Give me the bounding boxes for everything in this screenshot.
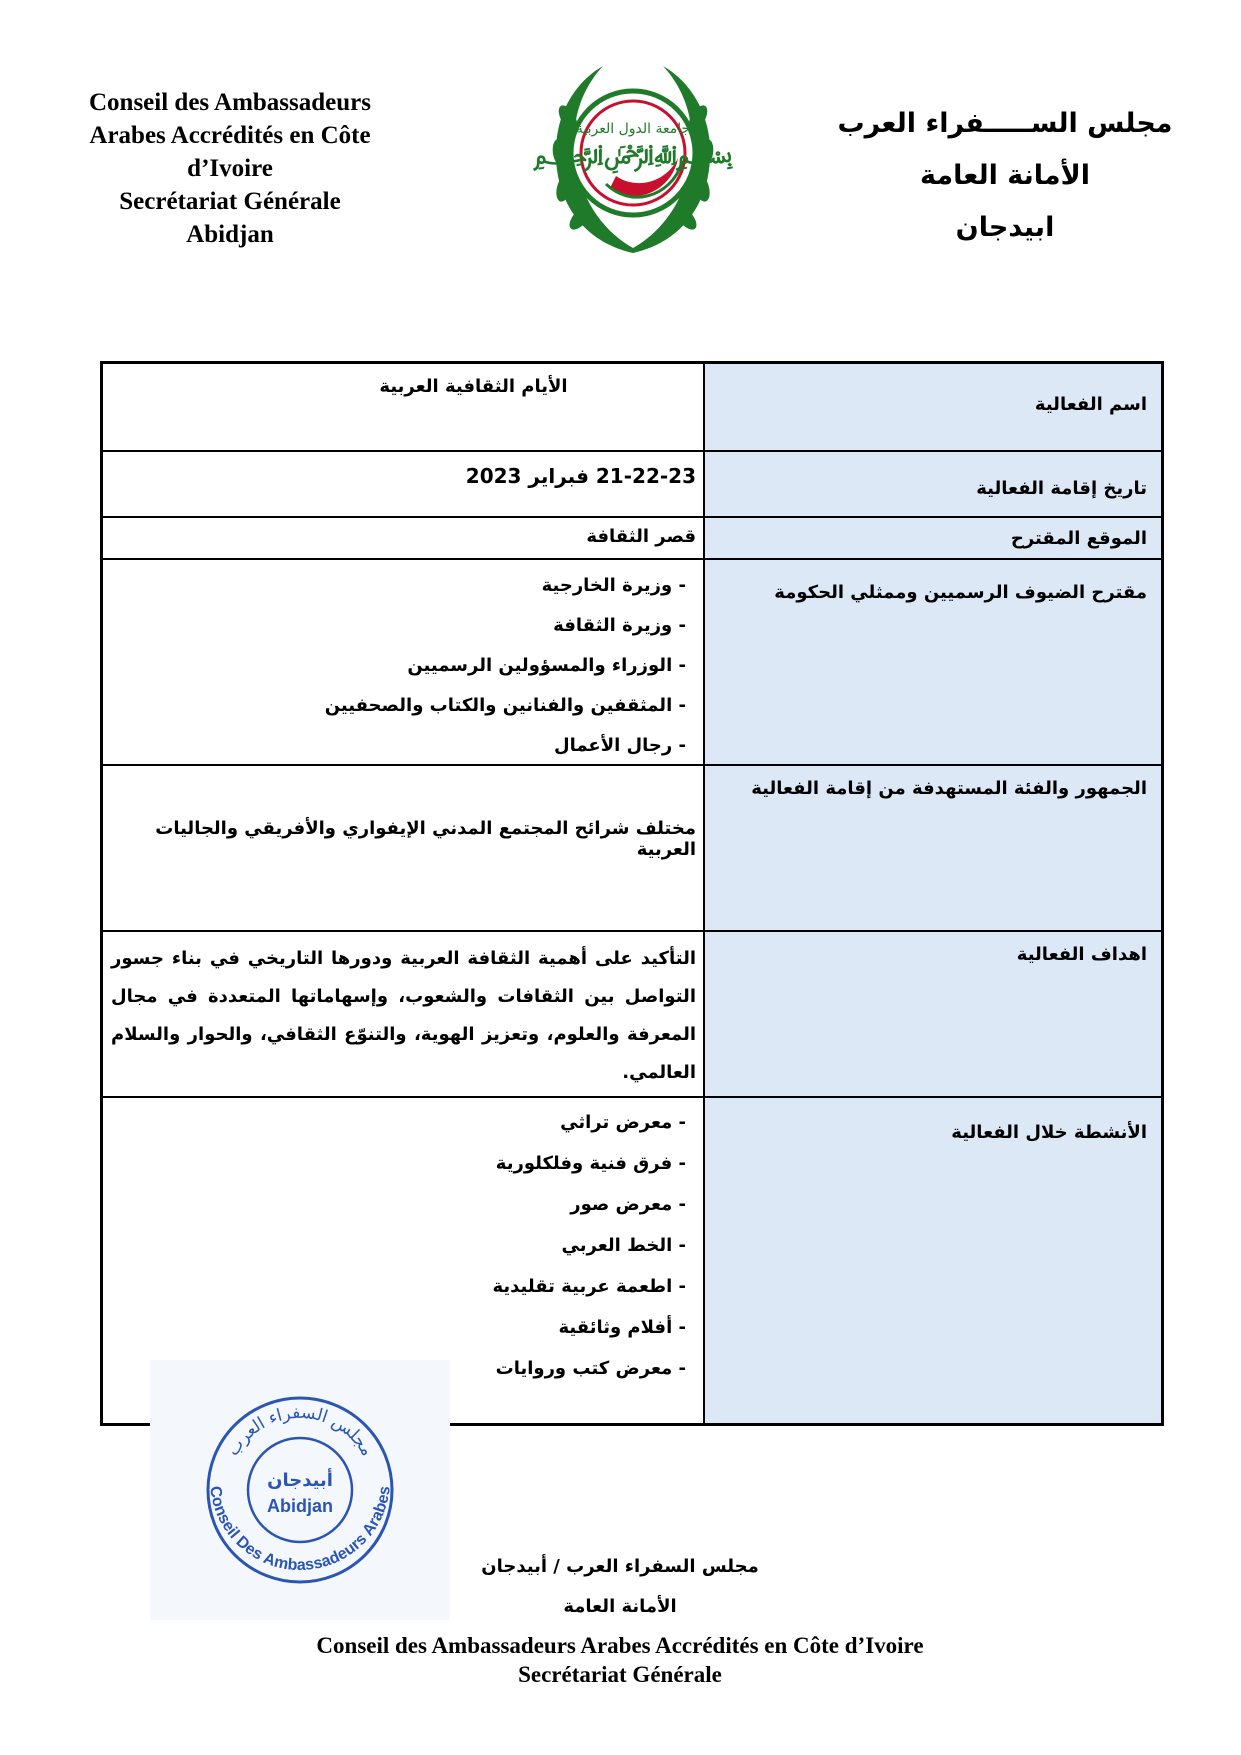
header-french bbox=[40, 86, 420, 251]
event-info-table bbox=[100, 361, 1164, 1426]
header-fr-line: d’Ivoire bbox=[187, 155, 273, 182]
row-label bbox=[703, 560, 1161, 764]
list-item: - أفلام وثائقية bbox=[111, 1307, 686, 1348]
footer-arabic-line2: الأمانة العامة bbox=[563, 1596, 677, 1617]
activities-list bbox=[111, 1102, 696, 1389]
value-location: قصر الثقافة bbox=[586, 526, 696, 547]
header-ar-line: مجلس الســـــفراء العرب bbox=[837, 108, 1173, 139]
list-item: - الخط العربي bbox=[111, 1225, 686, 1266]
stamp-center-arabic: أبيدجان bbox=[267, 1470, 333, 1491]
row-value bbox=[103, 560, 708, 764]
value-event-name: الأيام الثقافية العربية bbox=[379, 376, 568, 397]
list-item: - رجال الأعمال bbox=[111, 726, 686, 766]
logo-calligraphy: ﷽ bbox=[533, 140, 733, 170]
list-item: - المثقفين والفنانين والكتاب والصحفيين bbox=[111, 686, 686, 726]
row-value bbox=[103, 364, 708, 450]
label-official-guests: مقترح الضيوف الرسميين وممثلي الحكومة bbox=[774, 582, 1147, 603]
table-row bbox=[103, 364, 1161, 452]
row-label bbox=[703, 364, 1161, 450]
table-row bbox=[103, 766, 1161, 932]
value-target-audience: مختلف شرائح المجتمع المدني الإيفواري والأفريقي والجاليات العربية bbox=[155, 818, 696, 860]
row-label bbox=[703, 452, 1161, 516]
list-item: - فرق فنية وفلكلورية bbox=[111, 1143, 686, 1184]
label-event-date: تاريخ إقامة الفعالية bbox=[976, 478, 1147, 499]
list-item: - وزيرة الثقافة bbox=[111, 606, 686, 646]
header-arabic bbox=[830, 98, 1180, 254]
table-row bbox=[103, 560, 1161, 766]
row-value bbox=[103, 932, 708, 1096]
header-fr-line: Conseil des Ambassadeurs bbox=[89, 89, 371, 116]
row-label bbox=[703, 518, 1161, 558]
row-label bbox=[703, 766, 1161, 930]
label-activities: الأنشطة خلال الفعالية bbox=[951, 1122, 1147, 1143]
header-fr-line: Arabes Accrédités en Côte bbox=[89, 122, 371, 149]
stamp-ring-arabic: مجلس السفراء العرب bbox=[223, 1402, 378, 1460]
header-ar-line: ابيدجان bbox=[955, 212, 1055, 243]
table-row bbox=[103, 932, 1161, 1098]
header-fr-line: Abidjan bbox=[186, 221, 274, 248]
official-guests-list bbox=[111, 566, 696, 766]
table-row bbox=[103, 452, 1161, 518]
list-item: - معرض كتب وروايات bbox=[111, 1348, 686, 1389]
row-value bbox=[103, 766, 708, 930]
table-row bbox=[103, 518, 1161, 560]
header-ar-line: الأمانة العامة bbox=[920, 160, 1090, 191]
stamp-center-french: Abidjan bbox=[267, 1496, 333, 1516]
row-value bbox=[103, 518, 708, 558]
footer-french-line1: Conseil des Ambassadeurs Arabes Accrédités en Côte d’Ivoire bbox=[316, 1633, 924, 1658]
label-target-audience: الجمهور والفئة المستهدفة من إقامة الفعالية bbox=[751, 778, 1147, 799]
footer-french-line2: Secrétariat Générale bbox=[518, 1662, 722, 1687]
stamp-ring-french: Conseil Des Ambassadeurs Arabes bbox=[206, 1485, 394, 1575]
label-event-goals: اهداف الفعالية bbox=[1016, 944, 1147, 965]
list-item: - معرض تراثي bbox=[111, 1102, 686, 1143]
row-label bbox=[703, 932, 1161, 1096]
arab-league-logo bbox=[533, 58, 733, 258]
row-value bbox=[103, 452, 708, 516]
value-event-goals: التأكيد على أهمية الثقافة العربية ودورها التاريخي في بناء جسور التواصل بين الثقافات والشعوب، وإسهاماتها المتعددة في مجال المعرفة والعلوم، وتعزيز الهوية، والتنوّع الثقافي، والحوار والسلام العالمي. bbox=[111, 948, 696, 1083]
list-item: - وزيرة الخارجية bbox=[111, 566, 686, 606]
list-item: - اطعمة عربية تقليدية bbox=[111, 1266, 686, 1307]
list-item: - معرض صور bbox=[111, 1184, 686, 1225]
label-event-name: اسم الفعالية bbox=[1034, 394, 1147, 415]
row-label bbox=[703, 1098, 1161, 1423]
official-stamp bbox=[150, 1360, 450, 1620]
list-item: - الوزراء والمسؤولين الرسميين bbox=[111, 646, 686, 686]
value-event-date: 21-22-23 فبراير 2023 bbox=[465, 464, 696, 488]
label-location: الموقع المقترح bbox=[1010, 528, 1147, 549]
footer-arabic-line1: مجلس السفراء العرب / أبيدجان bbox=[481, 1556, 759, 1577]
logo-text: جامعة الدول العربية bbox=[575, 121, 691, 137]
header-fr-line: Secrétariat Générale bbox=[119, 188, 341, 215]
